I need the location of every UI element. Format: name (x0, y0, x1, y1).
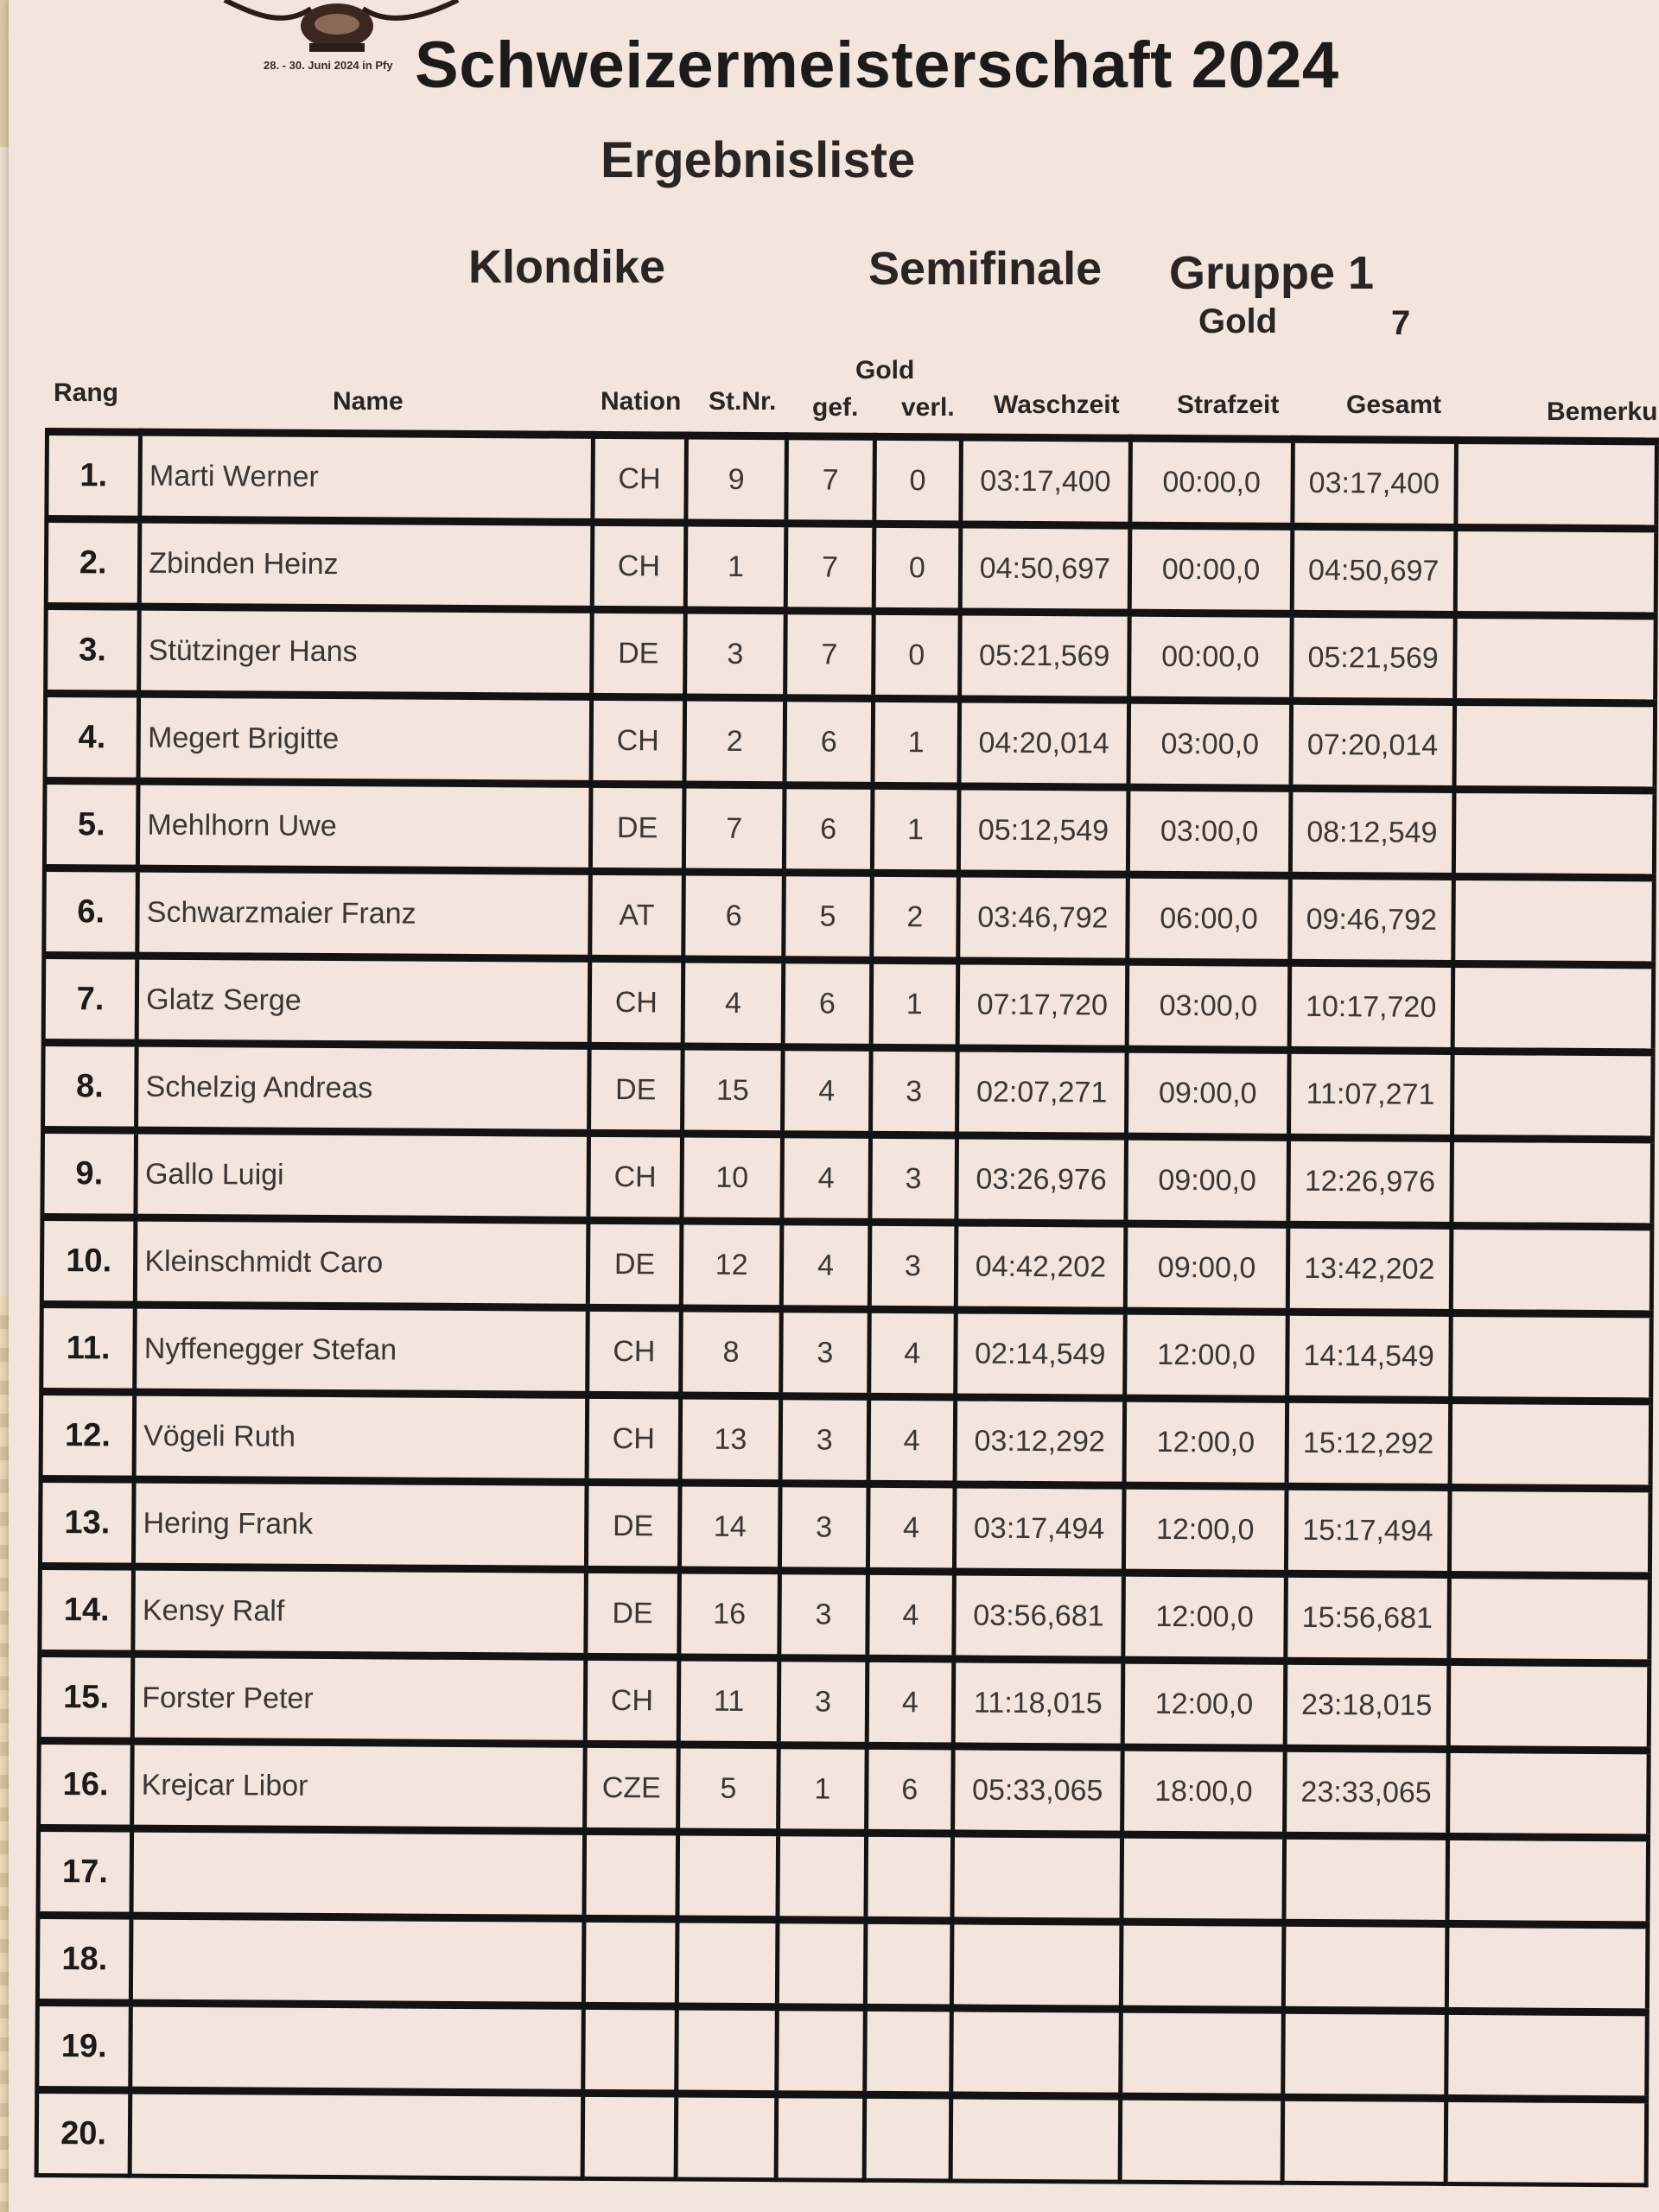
wash-time-cell: 03:46,792 (957, 874, 1128, 962)
table-row (46, 607, 1656, 703)
nation-cell: DE (590, 784, 684, 872)
nation-cell: DE (585, 1569, 679, 1657)
penalty-time-cell: 12:00,0 (1123, 1573, 1286, 1661)
rank-cell: 2. (46, 519, 140, 607)
name-cell: Hering Frank (134, 1479, 587, 1569)
wash-time-cell: 05:12,549 (958, 786, 1128, 874)
gold-lost-cell: 4 (868, 1484, 955, 1572)
total-time-cell: 15:12,292 (1287, 1399, 1450, 1487)
wash-time-cell: 05:21,569 (959, 612, 1129, 700)
start-number-cell (676, 2094, 776, 2180)
total-time-cell: 12:26,976 (1288, 1137, 1452, 1225)
start-number-cell: 12 (682, 1221, 782, 1309)
wash-time-cell: 03:17,400 (960, 437, 1130, 525)
penalty-time-cell: 12:00,0 (1124, 1485, 1287, 1573)
col-header-gold-group: Gold (855, 356, 915, 385)
name-cell: Marti Werner (140, 432, 593, 522)
wash-time-cell: 04:42,202 (956, 1223, 1126, 1311)
penalty-time-cell: 09:00,0 (1126, 1136, 1288, 1224)
remarks-cell (1456, 440, 1657, 528)
table-row (36, 2089, 1647, 2184)
remarks-cell (1453, 789, 1655, 877)
col-header-waschzeit: Waschzeit (994, 391, 1120, 419)
rank-cell: 18. (37, 1915, 131, 2003)
start-number-cell: 16 (679, 1570, 779, 1658)
gold-lost-cell: 2 (872, 873, 958, 961)
penalty-time-cell (1120, 2096, 1282, 2183)
total-time-cell: 23:18,015 (1285, 1661, 1448, 1749)
rank-cell: 6. (44, 868, 138, 957)
page-title: Schweizermeisterschaft 2024 (415, 29, 1339, 102)
nation-cell (582, 2093, 677, 2179)
remarks-cell (1452, 1051, 1653, 1139)
nation-cell: CH (587, 1307, 681, 1395)
name-cell: Kleinschmidt Caro (136, 1217, 588, 1307)
gold-found-cell (776, 2094, 865, 2181)
remarks-cell (1455, 527, 1656, 615)
name-cell: Schelzig Andreas (137, 1043, 589, 1133)
remarks-cell (1447, 1749, 1649, 1837)
table-row (45, 694, 1656, 791)
nation-cell (582, 2005, 677, 2094)
gold-found-cell: 7 (786, 436, 875, 524)
gold-found-cell: 3 (780, 1396, 869, 1484)
gold-lost-cell (864, 2094, 950, 2181)
penalty-time-cell: 12:00,0 (1125, 1311, 1287, 1399)
col-header-strafzeit: Strafzeit (1177, 391, 1280, 419)
col-header-bemerkung: Bemerku (1547, 397, 1658, 426)
gold-found-cell: 6 (784, 785, 873, 874)
nation-cell: DE (588, 1046, 683, 1134)
name-cell (130, 2003, 583, 2093)
penalty-time-cell: 03:00,0 (1128, 700, 1291, 788)
penalty-time-cell: 00:00,0 (1129, 525, 1292, 613)
total-time-cell: 13:42,202 (1287, 1224, 1451, 1313)
table-row (39, 1740, 1649, 1837)
start-number-cell: 3 (685, 610, 785, 698)
nation-cell (583, 1918, 677, 2006)
start-number-cell: 7 (684, 785, 785, 873)
remarks-cell (1451, 1225, 1652, 1313)
start-number-cell: 9 (686, 435, 786, 524)
start-number-cell (677, 1832, 778, 1920)
gold-lost-cell (865, 2007, 951, 2095)
gold-lost-cell: 6 (867, 1745, 953, 1834)
gold-found-cell: 7 (785, 524, 874, 612)
gold-found-cell: 4 (782, 1135, 871, 1223)
nation-cell (583, 1831, 677, 1919)
total-time-cell: 23:33,065 (1284, 1748, 1447, 1836)
name-cell: Krejcar Libor (132, 1741, 585, 1831)
remarks-cell (1446, 2098, 1647, 2184)
gold-found-cell: 3 (779, 1571, 868, 1659)
wash-time-cell: 05:33,065 (952, 1746, 1122, 1834)
table-row (38, 1827, 1649, 1924)
results-sheet (9, 0, 1659, 2212)
rank-cell: 12. (41, 1391, 135, 1479)
rank-cell: 9. (42, 1130, 137, 1218)
gold-lost-cell: 3 (870, 1135, 957, 1223)
wash-time-cell (952, 1834, 1122, 1922)
wash-time-cell: 03:12,292 (955, 1397, 1125, 1485)
logo-date: 28. - 30. Juni 2024 in Pfy (264, 59, 393, 72)
table-row (47, 432, 1657, 529)
start-number-cell (677, 2006, 777, 2094)
start-number-cell: 15 (683, 1046, 783, 1135)
name-cell (131, 1828, 584, 1918)
start-number-cell: 1 (686, 523, 786, 611)
rank-cell: 14. (40, 1566, 134, 1654)
total-time-cell (1282, 2097, 1446, 2183)
table-row (44, 781, 1655, 878)
gold-lost-cell: 1 (872, 785, 958, 874)
nation-cell: CH (589, 958, 683, 1046)
table-row (40, 1478, 1650, 1575)
table-row (37, 1915, 1648, 2012)
total-time-cell: 15:17,494 (1286, 1486, 1449, 1574)
gold-found-cell: 1 (778, 1745, 867, 1834)
col-header-rang: Rang (54, 378, 118, 407)
gold-found-cell: 4 (782, 1047, 871, 1135)
total-time-cell: 03:17,400 (1293, 439, 1456, 527)
nation-cell: CH (587, 1395, 681, 1483)
nation-cell: CH (588, 1133, 682, 1221)
gold-lost-cell: 1 (871, 960, 957, 1048)
gold-lost-cell: 1 (873, 698, 959, 786)
total-time-cell (1283, 2010, 1446, 2098)
gold-target-label: Gold (1198, 302, 1278, 340)
rank-cell: 17. (38, 1827, 132, 1916)
remarks-cell (1452, 876, 1654, 964)
gold-found-cell (778, 1833, 867, 1921)
nation-cell: DE (588, 1220, 682, 1308)
group-label: Gruppe 1 (1169, 247, 1375, 299)
wash-time-cell: 02:07,271 (957, 1048, 1127, 1136)
wash-time-cell: 02:14,549 (955, 1310, 1125, 1398)
penalty-time-cell: 00:00,0 (1130, 438, 1293, 526)
remarks-cell (1454, 614, 1656, 702)
rank-cell: 3. (46, 607, 140, 695)
penalty-time-cell: 09:00,0 (1127, 1049, 1289, 1137)
wash-time-cell (950, 2095, 1121, 2182)
total-time-cell: 15:56,681 (1286, 1573, 1449, 1662)
start-number-cell: 10 (682, 1134, 782, 1222)
total-time-cell: 04:50,697 (1292, 526, 1455, 614)
penalty-time-cell: 12:00,0 (1122, 1660, 1285, 1748)
penalty-time-cell: 00:00,0 (1129, 613, 1292, 701)
name-cell: Gallo Luigi (136, 1130, 588, 1220)
table-row (41, 1304, 1652, 1401)
total-time-cell (1283, 1923, 1446, 2011)
table-row (42, 1130, 1653, 1227)
wash-time-cell: 11:18,015 (953, 1659, 1123, 1747)
nation-cell: CZE (584, 1744, 678, 1832)
penalty-time-cell: 06:00,0 (1128, 874, 1290, 963)
nation-cell: CH (592, 522, 686, 610)
remarks-cell (1450, 1313, 1651, 1401)
total-time-cell: 09:46,792 (1290, 875, 1453, 963)
gold-lost-cell (866, 1833, 952, 1921)
nation-cell: CH (592, 435, 686, 523)
start-number-cell (677, 1919, 778, 2007)
total-time-cell: 14:14,549 (1287, 1312, 1450, 1400)
name-cell (131, 1916, 584, 2005)
penalty-time-cell: 12:00,0 (1124, 1398, 1287, 1486)
col-header-name: Name (333, 387, 404, 416)
table-row (41, 1217, 1652, 1313)
table-row (41, 1391, 1651, 1488)
penalty-time-cell: 18:00,0 (1122, 1747, 1285, 1835)
nation-cell: DE (586, 1482, 680, 1570)
gold-found-cell: 4 (781, 1222, 870, 1310)
gold-found-cell: 3 (780, 1309, 869, 1397)
gold-lost-cell: 3 (871, 1047, 957, 1135)
rank-cell: 10. (41, 1217, 136, 1305)
col-header-gesamt: Gesamt (1346, 391, 1442, 419)
rank-cell: 4. (45, 694, 139, 782)
penalty-time-cell (1122, 1834, 1284, 1923)
name-cell: Glatz Serge (137, 956, 589, 1046)
rank-cell: 11. (41, 1304, 136, 1392)
penalty-time-cell: 03:00,0 (1128, 787, 1291, 875)
gold-lost-cell: 0 (874, 524, 960, 612)
rank-cell: 5. (44, 781, 138, 869)
wash-time-cell: 04:20,014 (959, 699, 1129, 787)
gold-found-cell: 7 (785, 611, 874, 699)
name-cell: Kensy Ralf (133, 1567, 586, 1656)
round-label: Semifinale (868, 243, 1103, 295)
remarks-cell (1448, 1574, 1649, 1662)
remarks-cell (1450, 1400, 1651, 1488)
col-header-gef: gef. (812, 393, 859, 422)
penalty-time-cell (1121, 2009, 1283, 2097)
gold-lost-cell: 4 (867, 1658, 953, 1746)
gold-found-cell: 3 (779, 1658, 868, 1746)
total-time-cell: 07:20,014 (1291, 701, 1454, 789)
start-number-cell: 14 (680, 1483, 780, 1571)
gold-lost-cell: 0 (874, 611, 960, 699)
wash-time-cell (950, 2008, 1121, 2096)
name-cell: Nyffenegger Stefan (135, 1305, 588, 1395)
rank-cell: 15. (39, 1653, 133, 1741)
remarks-cell (1447, 1836, 1649, 1924)
rank-cell: 1. (47, 432, 141, 520)
wash-time-cell: 04:50,697 (960, 524, 1130, 613)
penalty-time-cell (1122, 1922, 1284, 2010)
table-row (44, 868, 1655, 965)
gold-lost-cell (865, 1920, 951, 2008)
wash-time-cell (951, 1921, 1122, 2009)
start-number-cell: 13 (680, 1395, 780, 1484)
total-time-cell: 11:07,271 (1288, 1050, 1452, 1138)
wash-time-cell: 03:17,494 (954, 1484, 1124, 1573)
nation-cell: CH (585, 1656, 679, 1745)
gold-lost-cell: 0 (874, 436, 961, 524)
table-row (37, 2002, 1648, 2099)
nation-cell: CH (591, 696, 685, 785)
rank-cell: 16. (39, 1740, 133, 1828)
rank-cell: 13. (40, 1478, 134, 1567)
name-cell: Zbinden Heinz (140, 519, 593, 609)
col-header-nation: Nation (601, 387, 682, 416)
start-number-cell: 4 (683, 959, 783, 1047)
start-number-cell: 6 (683, 872, 784, 960)
remarks-cell (1448, 1662, 1649, 1750)
remarks-cell (1446, 1923, 1648, 2012)
discipline-label: Klondike (468, 241, 666, 293)
gold-found-cell: 3 (779, 1484, 868, 1572)
gold-lost-cell: 4 (868, 1396, 955, 1484)
start-number-cell: 8 (681, 1308, 781, 1396)
gold-found-cell: 6 (783, 960, 872, 1048)
remarks-cell (1452, 1138, 1653, 1226)
wash-time-cell: 07:17,720 (957, 961, 1128, 1049)
gold-found-cell: 5 (784, 873, 873, 961)
gold-lost-cell: 4 (868, 1571, 954, 1659)
rank-cell: 20. (36, 2089, 130, 2176)
name-cell: Megert Brigitte (138, 694, 591, 784)
table-row (43, 1043, 1654, 1140)
remarks-cell (1452, 963, 1654, 1052)
wash-time-cell: 03:26,976 (956, 1135, 1126, 1224)
nation-cell: AT (589, 871, 683, 959)
name-cell: Mehlhorn Uwe (138, 781, 591, 871)
penalty-time-cell: 03:00,0 (1127, 962, 1289, 1050)
start-number-cell: 2 (684, 697, 785, 785)
gold-found-cell (777, 2007, 866, 2095)
total-time-cell: 10:17,720 (1289, 963, 1452, 1051)
name-cell: Schwarzmaier Franz (137, 868, 590, 958)
table-row (39, 1653, 1649, 1750)
col-header-stnr: St.Nr. (709, 387, 777, 416)
wash-time-cell: 03:56,681 (953, 1572, 1123, 1660)
table-row (43, 956, 1654, 1052)
rank-cell: 8. (43, 1043, 137, 1131)
remarks-cell (1446, 2011, 1647, 2099)
start-number-cell: 5 (678, 1745, 779, 1833)
page-subtitle: Ergebnisliste (601, 132, 916, 188)
name-cell: Forster Peter (132, 1654, 585, 1744)
total-time-cell (1284, 1835, 1447, 1923)
rank-cell: 7. (43, 956, 137, 1044)
total-time-cell: 05:21,569 (1291, 613, 1454, 702)
total-time-cell: 08:12,549 (1290, 788, 1453, 876)
name-cell: Stützinger Hans (139, 607, 592, 696)
name-cell: Vögeli Ruth (134, 1392, 587, 1482)
start-number-cell: 11 (678, 1657, 779, 1745)
remarks-cell (1454, 702, 1656, 790)
gold-target-value: 7 (1391, 304, 1411, 342)
penalty-time-cell: 09:00,0 (1125, 1224, 1287, 1312)
remarks-cell (1449, 1487, 1650, 1575)
gold-lost-cell: 4 (869, 1309, 956, 1397)
col-header-verl: verl. (901, 393, 955, 422)
nation-cell: DE (591, 609, 685, 697)
rank-cell: 19. (37, 2002, 131, 2090)
table-row (46, 519, 1656, 616)
gold-found-cell (777, 1920, 866, 2008)
table-row (40, 1566, 1650, 1662)
gold-lost-cell: 3 (869, 1222, 956, 1310)
gold-found-cell: 6 (785, 698, 874, 786)
results-table (35, 428, 1659, 2187)
name-cell (130, 2090, 582, 2178)
